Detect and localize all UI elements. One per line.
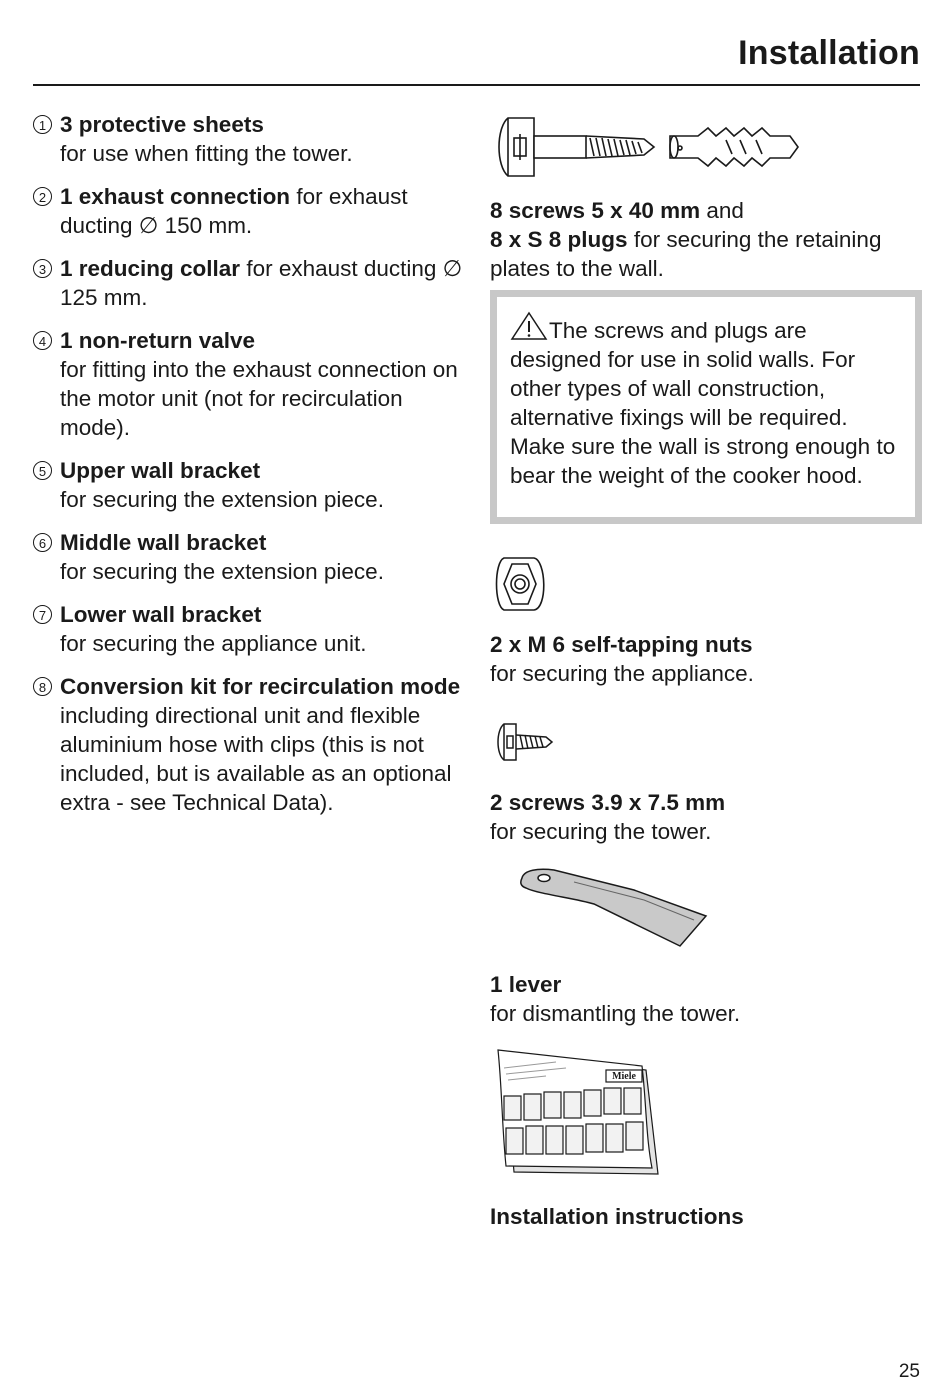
warning-text: The screws and plugs are designed for use in solid walls. For other types of wall construction, alternative fixings will be required. Make sure the wall is strong enough to bear the weight of the cooker hood. [510, 318, 896, 488]
item-number: 8 [33, 677, 52, 696]
parts-list [33, 110, 463, 831]
item-number: 1 [33, 115, 52, 134]
lever-text [490, 970, 922, 1028]
instructions-text [490, 1202, 922, 1231]
lever-illustration [514, 864, 710, 950]
list-item [33, 600, 463, 658]
screws-plugs-text [490, 196, 922, 283]
item-title: Lower wall bracket [60, 602, 262, 627]
list-item [33, 254, 463, 312]
list-item [33, 456, 463, 514]
flange-nut-illustration [494, 554, 552, 614]
small-screw-illustration [494, 720, 560, 764]
list-item [33, 110, 463, 168]
booklet-brand-logo: Miele [612, 1071, 636, 1082]
item-title: 1 non-return valve [60, 328, 256, 353]
lever-label: 1 lever [490, 972, 562, 997]
list-item [33, 182, 463, 240]
item-description: including directional unit and flexible aluminium hose with clips (this is not included, but is available as an optional extra - see Technical Data). [60, 703, 452, 815]
item-title: Middle wall bracket [60, 530, 267, 555]
item-number: 2 [33, 187, 52, 206]
screws-and-text: and [700, 198, 744, 223]
item-number: 3 [33, 259, 52, 278]
item-number: 5 [33, 461, 52, 480]
list-item [33, 528, 463, 586]
item-title: 3 protective sheets [60, 112, 264, 137]
instructions-label: Installation instructions [490, 1204, 744, 1229]
list-item [33, 326, 463, 442]
small-screws-desc: for securing the tower. [490, 819, 712, 844]
screw-and-plug-illustration [494, 114, 804, 180]
item-description: for securing the extension piece. [60, 487, 384, 512]
page-title: Installation [738, 34, 920, 72]
item-inline-text: for exhaust ducting ∅ 150 mm. [60, 184, 408, 238]
item-inline-text: for exhaust ducting ∅ 125 mm. [60, 256, 463, 310]
nuts-label: 2 x M 6 self-tapping nuts [490, 632, 753, 657]
title-rule [33, 84, 920, 86]
item-description: for use when fitting the tower. [60, 141, 353, 166]
nuts-text [490, 630, 922, 688]
item-title: 1 reducing collar [60, 256, 241, 281]
page-number: 25 [898, 1361, 920, 1382]
item-description: for securing the extension piece. [60, 559, 384, 584]
screws-label: 8 screws 5 x 40 mm [490, 198, 701, 223]
plugs-label: 8 x S 8 plugs [490, 227, 628, 252]
installation-booklet-illustration [496, 1048, 666, 1180]
item-number: 6 [33, 533, 52, 552]
item-number: 7 [33, 605, 52, 624]
nuts-desc: for securing the appliance. [490, 661, 754, 686]
item-number: 4 [33, 331, 52, 350]
lever-desc: for dismantling the tower. [490, 1001, 741, 1026]
item-description: for securing the appliance unit. [60, 631, 367, 656]
item-title: Upper wall bracket [60, 458, 261, 483]
item-description: for fitting into the exhaust connection on the motor unit (not for recirculation mode). [60, 357, 458, 440]
item-title: 1 exhaust connection [60, 184, 291, 209]
small-screws-label: 2 screws 3.9 x 7.5 mm [490, 790, 726, 815]
warning-triangle-icon [510, 311, 548, 341]
warning-box [490, 290, 922, 524]
small-screws-text [490, 788, 922, 846]
plugs-desc: for securing the retaining plates to the wall. [490, 227, 882, 281]
item-title: Conversion kit for recirculation mode [60, 674, 461, 699]
list-item [33, 672, 463, 817]
